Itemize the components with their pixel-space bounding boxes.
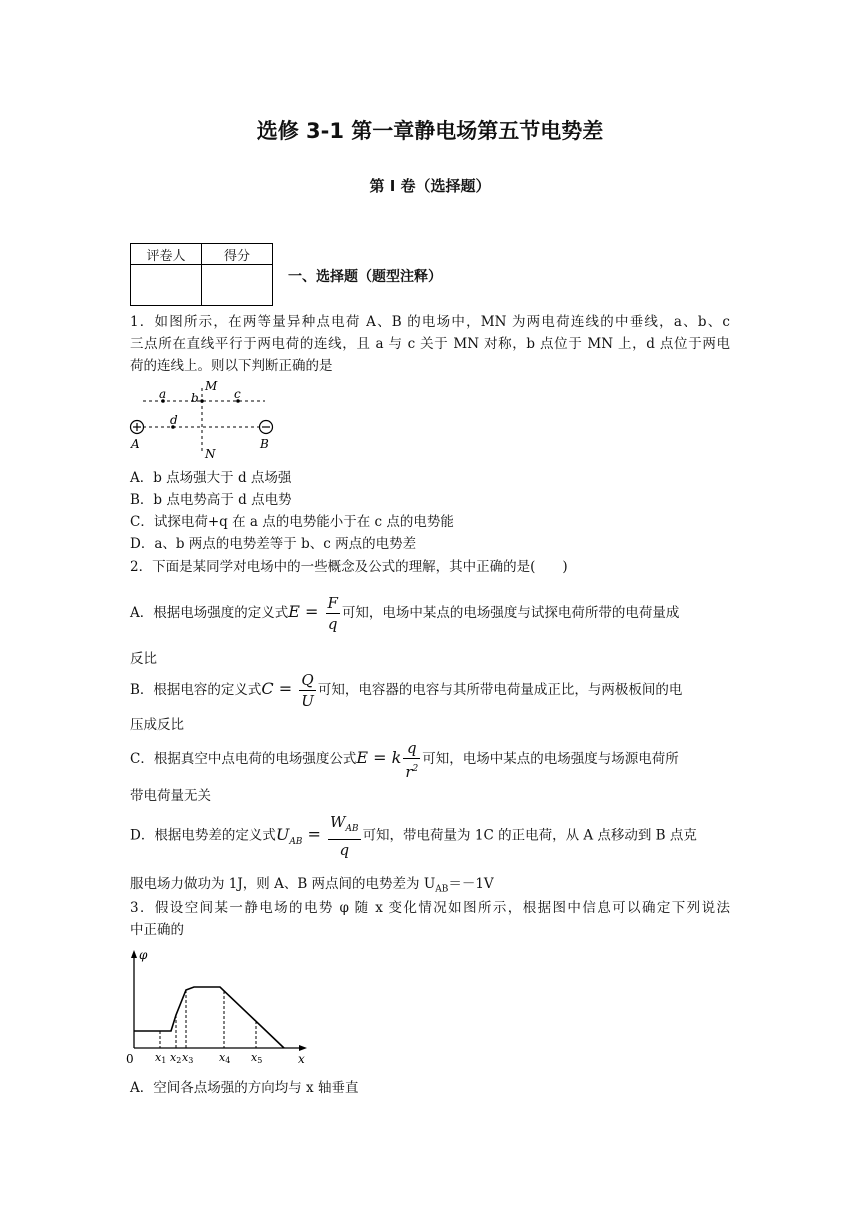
q1-stem-line-3: 荷的连线上。则以下判断正确的是: [130, 358, 333, 374]
q2-d-lhs: $U_{AB}$: [275, 824, 303, 847]
q2-a-fraction: $\frac{F}{q}$: [327, 594, 338, 633]
q1-option-d[interactable]: D．a、b 两点的电势差等于 b、c 两点的电势差: [130, 536, 417, 552]
svg-text:x3: x3: [182, 1051, 194, 1065]
label-A: A: [131, 437, 140, 451]
grader-header: 评卷人: [131, 244, 202, 265]
label-a: a: [159, 387, 167, 401]
q1-stem-line-2: 三点所在直线平行于两电荷的连线，且 a 与 c 关于 MN 对称，b 点位于 MN 上，d 点位于两电: [130, 336, 730, 352]
q2-d-prefix: D．根据电势差的定义式: [130, 827, 276, 844]
q2-a-continued: 反比: [130, 651, 157, 667]
svg-text:x5: x5: [251, 1051, 263, 1065]
svg-text:x1: x1: [155, 1051, 167, 1065]
q2-c-prefix: C．根据真空中点电荷的电场强度公式: [130, 751, 357, 767]
point-b: [200, 399, 204, 403]
svg-text:x2: x2: [170, 1051, 182, 1065]
label-d: d: [170, 413, 178, 427]
q3-stem-line-2: 中正确的: [130, 922, 184, 938]
page-subtitle: 第 I 卷（选择题）: [369, 177, 491, 195]
q2-d-text: 可知，带电荷量为 1C 的正电荷，从 A 点移动到 B 点克: [362, 827, 697, 844]
svg-text:x4: x4: [219, 1051, 231, 1065]
label-b: b: [191, 391, 199, 405]
q1-field-figure: [125, 378, 285, 462]
phi-axis-label: φ: [139, 948, 148, 962]
q2-c-lhs: E: [356, 748, 369, 767]
q2-c-continued: 带电荷量无关: [130, 788, 211, 804]
score-header: 得分: [202, 244, 273, 265]
origin-label: 0: [126, 1052, 134, 1066]
label-N: N: [205, 447, 216, 461]
label-c: c: [234, 387, 241, 401]
q1-option-b[interactable]: B．b 点电势高于 d 点电势: [130, 492, 292, 508]
q2-a-prefix: A．根据电场强度的定义式: [130, 605, 289, 621]
q2-b-lhs: C: [261, 679, 274, 698]
q2-b-continued: 压成反比: [130, 717, 184, 733]
label-M: M: [205, 379, 218, 393]
q3-option-a[interactable]: A．空间各点场强的方向均与 x 轴垂直: [130, 1080, 359, 1096]
q2-a-lhs: E: [288, 602, 300, 621]
q2-a-text: 可知，电场中某点的电场强度与试探电荷所带的电荷量成: [341, 605, 680, 621]
grader-cell[interactable]: [131, 265, 202, 306]
q2-b-fraction: $\frac{Q}{U}$: [301, 671, 314, 710]
phi-curve: [134, 987, 284, 1048]
q1-option-a[interactable]: A．b 点场强大于 d 点场强: [130, 470, 292, 486]
q3-potential-graph: [124, 945, 314, 1070]
section-heading: 一、选择题（题型注释）: [288, 269, 442, 285]
q2-option-a[interactable]: A．根据电场强度的定义式E = $\frac{F}{q}$ 可知，电场中某点的电场强度与试探电荷所带的电荷量成: [130, 594, 680, 633]
q2-b-text: 可知，电容器的电容与其所带电荷量成正比，与两极板间的电: [317, 682, 683, 698]
score-table: [130, 243, 273, 306]
q2-c-text: 可知，电场中某点的电场强度与场源电荷所: [422, 751, 679, 767]
q2-option-b[interactable]: B．根据电容的定义式C = $\frac{Q}{U}$ 可知，电容器的电容与其所带电荷量成正比，与两极板间的电: [130, 671, 683, 710]
q2-option-c[interactable]: C．根据真空中点电荷的电场强度公式E = k $\frac{q}{r^2}$ 可知，电场中某点的电场强度与场源电荷所: [130, 738, 679, 781]
q1-option-c[interactable]: C．试探电荷+q 在 a 点的电势能小于在 c 点的电势能: [130, 514, 454, 530]
page-title: 选修 3-1 第一章静电场第五节电势差: [256, 119, 604, 143]
x-axis-label: x: [298, 1052, 305, 1066]
q2-d-fraction: $\frac{W_{AB}}{q}$: [330, 813, 359, 859]
q2-b-prefix: B．根据电容的定义式: [130, 682, 262, 698]
q2-c-fraction: $\frac{q}{r^2}$: [405, 738, 419, 781]
negative-charge-icon: [260, 421, 273, 434]
q2-stem: 2．下面是某同学对电场中的一些概念及公式的理解，其中正确的是( ): [130, 559, 568, 575]
positive-charge-icon: [131, 421, 144, 434]
q2-d-continued: 服电场力做功为 1J，则 A、B 两点间的电势差为 $U_{AB}=-1V$: [130, 876, 494, 895]
label-B: B: [260, 437, 269, 451]
q2-option-d[interactable]: D．根据电势差的定义式$U_{AB}$ = $\frac{W_{AB}}{q}$ 可知，带电荷量为 1C 的正电荷，从 A 点移动到 B 点克: [130, 813, 697, 859]
q1-stem-line-1: 1．如图所示，在两等量异种点电荷 A、B 的电场中，MN 为两电荷连线的中垂线，a、b、c: [130, 314, 730, 330]
score-cell[interactable]: [202, 265, 273, 306]
q3-stem-line-1: 3．假设空间某一静电场的电势 φ 随 x 变化情况如图所示，根据图中信息可以确定下列说法: [130, 900, 730, 916]
